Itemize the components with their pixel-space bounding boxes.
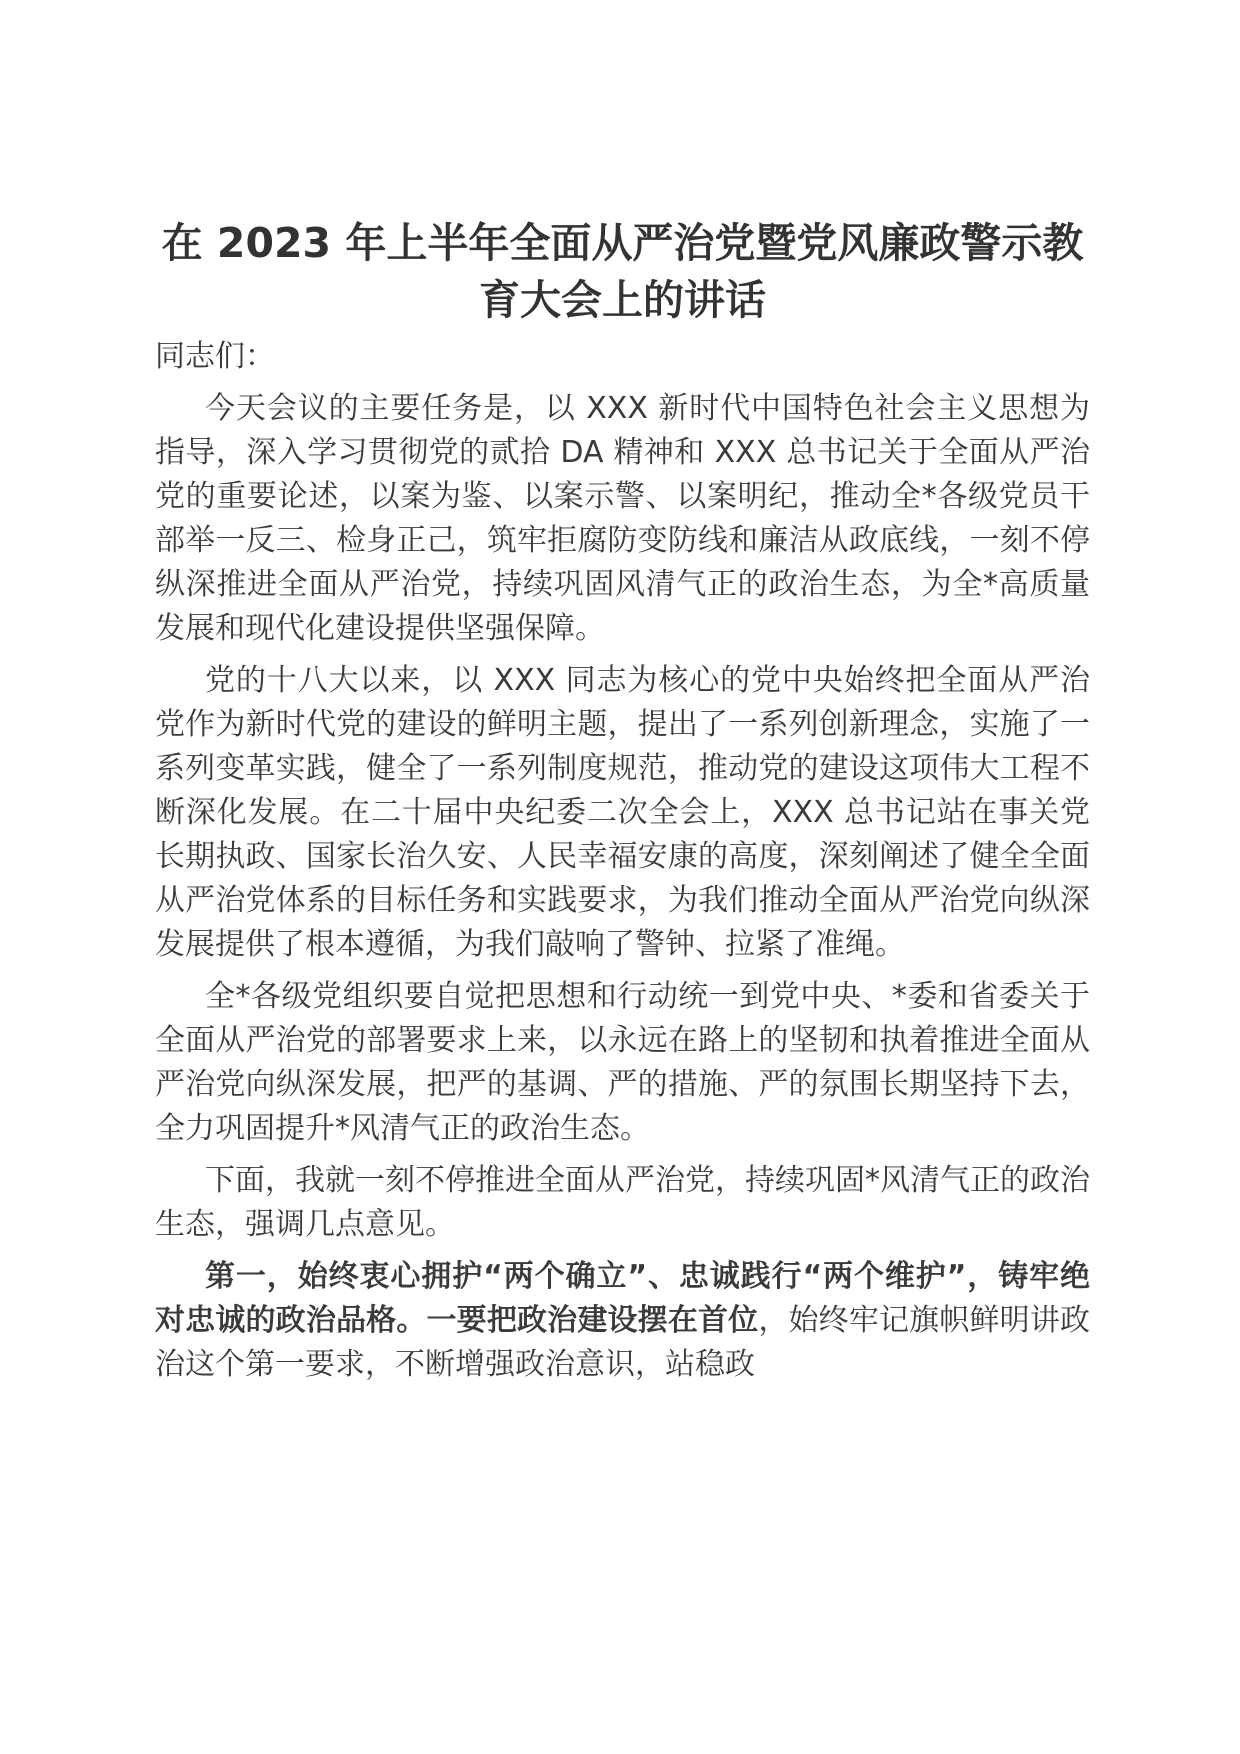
section-1-heading: 第一，始终衷心拥护“两个确立”、忠诚践行“两个维护”，铸牢绝对忠诚的政治品格。一要把政治建设摆在首位 xyxy=(155,1259,1090,1338)
section-1-body: ，始终牢记旗帜鲜明讲政治这个第一要求，不断增强政治意识，站稳政 xyxy=(155,1303,1091,1382)
document-title: 在 2023 年上半年全面从严治党暨党风廉政警示教育大会上的讲话 xyxy=(161,219,1084,324)
section-1-paragraph xyxy=(155,1255,1090,1387)
paragraph-4: 下面，我就一刻不停推进全面从严治党，持续巩固*风清气正的政治生态，强调几点意见。 xyxy=(155,1163,1090,1242)
paragraph-3: 全*各级党组织要自觉把思想和行动统一到党中央、*委和省委关于全面从严治党的部署要求上来，以永远在路上的坚韧和执着推进全面从严治党向纵深发展，把严的基调、严的措施、严的氛围长期坚持下去，全力巩固提升*风清气正的政治生态。 xyxy=(155,979,1090,1146)
document-page xyxy=(155,215,1090,1395)
paragraph-1: 今天会议的主要任务是，以 XXX 新时代中国特色社会主义思想为指导，深入学习贯彻党的贰拾 DA 精神和 XXX 总书记关于全面从严治党的重要论述，以案为鉴、以案示警、以案明纪，推动全*各级党员干部举一反三、检身正己，筑牢拒腐防变防线和廉洁从政底线，一刻不停纵深推进全面从严治党，持续巩固风清气正的政治生态，为全*高质量发展和现代化建设提供坚强保障。 xyxy=(155,391,1090,646)
paragraph-2: 党的十八大以来，以 XXX 同志为核心的党中央始终把全面从严治党作为新时代党的建设的鲜明主题，提出了一系列创新理念，实施了一系列变革实践，健全了一系列制度规范，推动党的建设这项伟大工程不断深化发展。在二十届中央纪委二次全会上，XXX 总书记站在事关党长期执政、国家长治久安、人民幸福安康的高度，深刻阐述了健全全面从严治党体系的目标任务和实践要求，为我们推动全面从严治党向纵深发展提供了根本遵循，为我们敲响了警钟、拉紧了准绳。 xyxy=(155,663,1090,962)
salutation: 同志们： xyxy=(155,339,275,374)
